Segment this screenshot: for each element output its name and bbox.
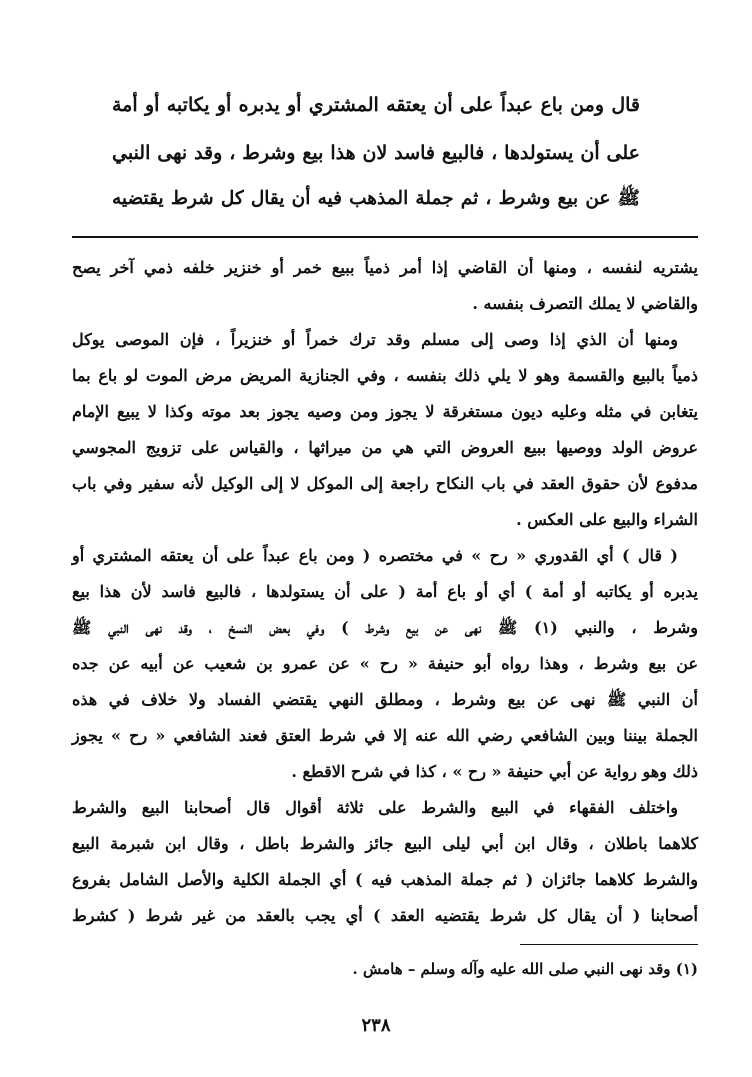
commentary-line: ذلك وهو رواية عن أبي حنيفة « رح » ، كذا في شرح الاقطع . xyxy=(291,762,698,781)
footnote: (١) وقد نهى النبي صلى الله عليه وآله وسلم – هامش . xyxy=(352,960,698,978)
section-divider xyxy=(72,236,698,238)
commentary-line: مدفوع لأن حقوق العقد في باب النكاح راجعة إلى الموكل لا إلى الوكيل لأنه سفير وفي باب xyxy=(72,474,698,493)
commentary-line: والقاضي لا يملك التصرف بنفسه . xyxy=(472,294,698,313)
matn-line: قال ومن باع عبداً على أن يعتقه المشتري أو يدبره أو يكاتبه أو أمة xyxy=(112,94,640,116)
commentary-line: عروض الولد ووصيها ببيع العروض التي هي من ميراثها ، والقياس على تزويج المجوسي xyxy=(72,438,698,457)
commentary-line: والشرط كلاهما جائزان ( ثم جملة المذهب فيه ) أي الجملة الكلية والأصل الشامل بفروع xyxy=(72,870,699,889)
footnote-divider xyxy=(520,944,698,945)
commentary-line: الشراء والبيع على العكس . xyxy=(516,510,698,529)
commentary-line: ومنها أن الذي إذا وصى إلى مسلم وقد ترك خمراً أو خنزيراً ، فإن الموصى يوكل xyxy=(72,330,678,349)
matn-line: ﷺ عن بيع وشرط ، ثم جملة المذهب فيه أن يقال كل شرط يقتضيه xyxy=(112,188,640,209)
commentary-line: عن بيع وشرط ، وهذا رواه أبو حنيفة « رح » عن عمرو بن شعيب عن أبيه عن جده xyxy=(72,654,698,673)
commentary-line: ذمياً بالبيع والقسمة وهو لا يلي ذلك بنفسه ، وفي الجنازية المريض مرض الموت لو باع بما xyxy=(72,366,698,385)
commentary-line: ( قال ) أي القدوري « رح » في مختصره ( ومن باع عبداً على أن يعتقه المشتري أو xyxy=(72,546,678,565)
commentary-line: واختلف الفقهاء في البيع والشرط على ثلاثة أقوال قال أصحابنا البيع والشرط xyxy=(72,798,678,817)
matn-line: على أن يستولدها ، فالبيع فاسد لان هذا بيع وشرط ، وقد نهى النبي xyxy=(112,142,640,164)
commentary-line: يدبره أو يكاتبه أو أمة ) أي أو باع أمة ( على أن يستولدها ، فالبيع فاسد لأن هذا بيع xyxy=(72,582,698,601)
commentary-line: وشرط ، والنبي (١) ﷺ نهى عن بيع وشرط ) وفي بعض النسخ ، وقد نهى النبي ﷺ xyxy=(72,618,698,637)
commentary-line: الجملة بيننا وبين الشافعي رضي الله عنه إلا في شرط العتق فعند الشافعي « رح » يجوز xyxy=(72,726,698,745)
commentary-line: أصحابنا ( أن يقال كل شرط يقتضيه العقد ) أي يجب بالعقد من غير شرط ( كشرط xyxy=(72,906,698,925)
commentary-line: كلاهما باطلان ، وقال ابن أبي ليلى البيع جائز والشرط باطل ، وقال ابن شبرمة البيع xyxy=(72,834,698,853)
commentary-line: أن النبي ﷺ نهى عن بيع وشرط ، ومطلق النهي يقتضي الفساد ولا خلاف في هذه xyxy=(72,690,698,709)
page-number: ٢٣٨ xyxy=(361,1015,391,1036)
commentary-line: يشتريه لنفسه ، ومنها أن القاضي إذا أمر ذمياً ببيع خمر أو خنزير خلفه ذمي آخر يصح xyxy=(72,258,698,277)
commentary-line: يتغابن في مثله وعليه ديون مستغرقة لا يجوز ومن وصيه يجوز بعد موته وكذا لا يبيع الإمام xyxy=(72,402,698,421)
